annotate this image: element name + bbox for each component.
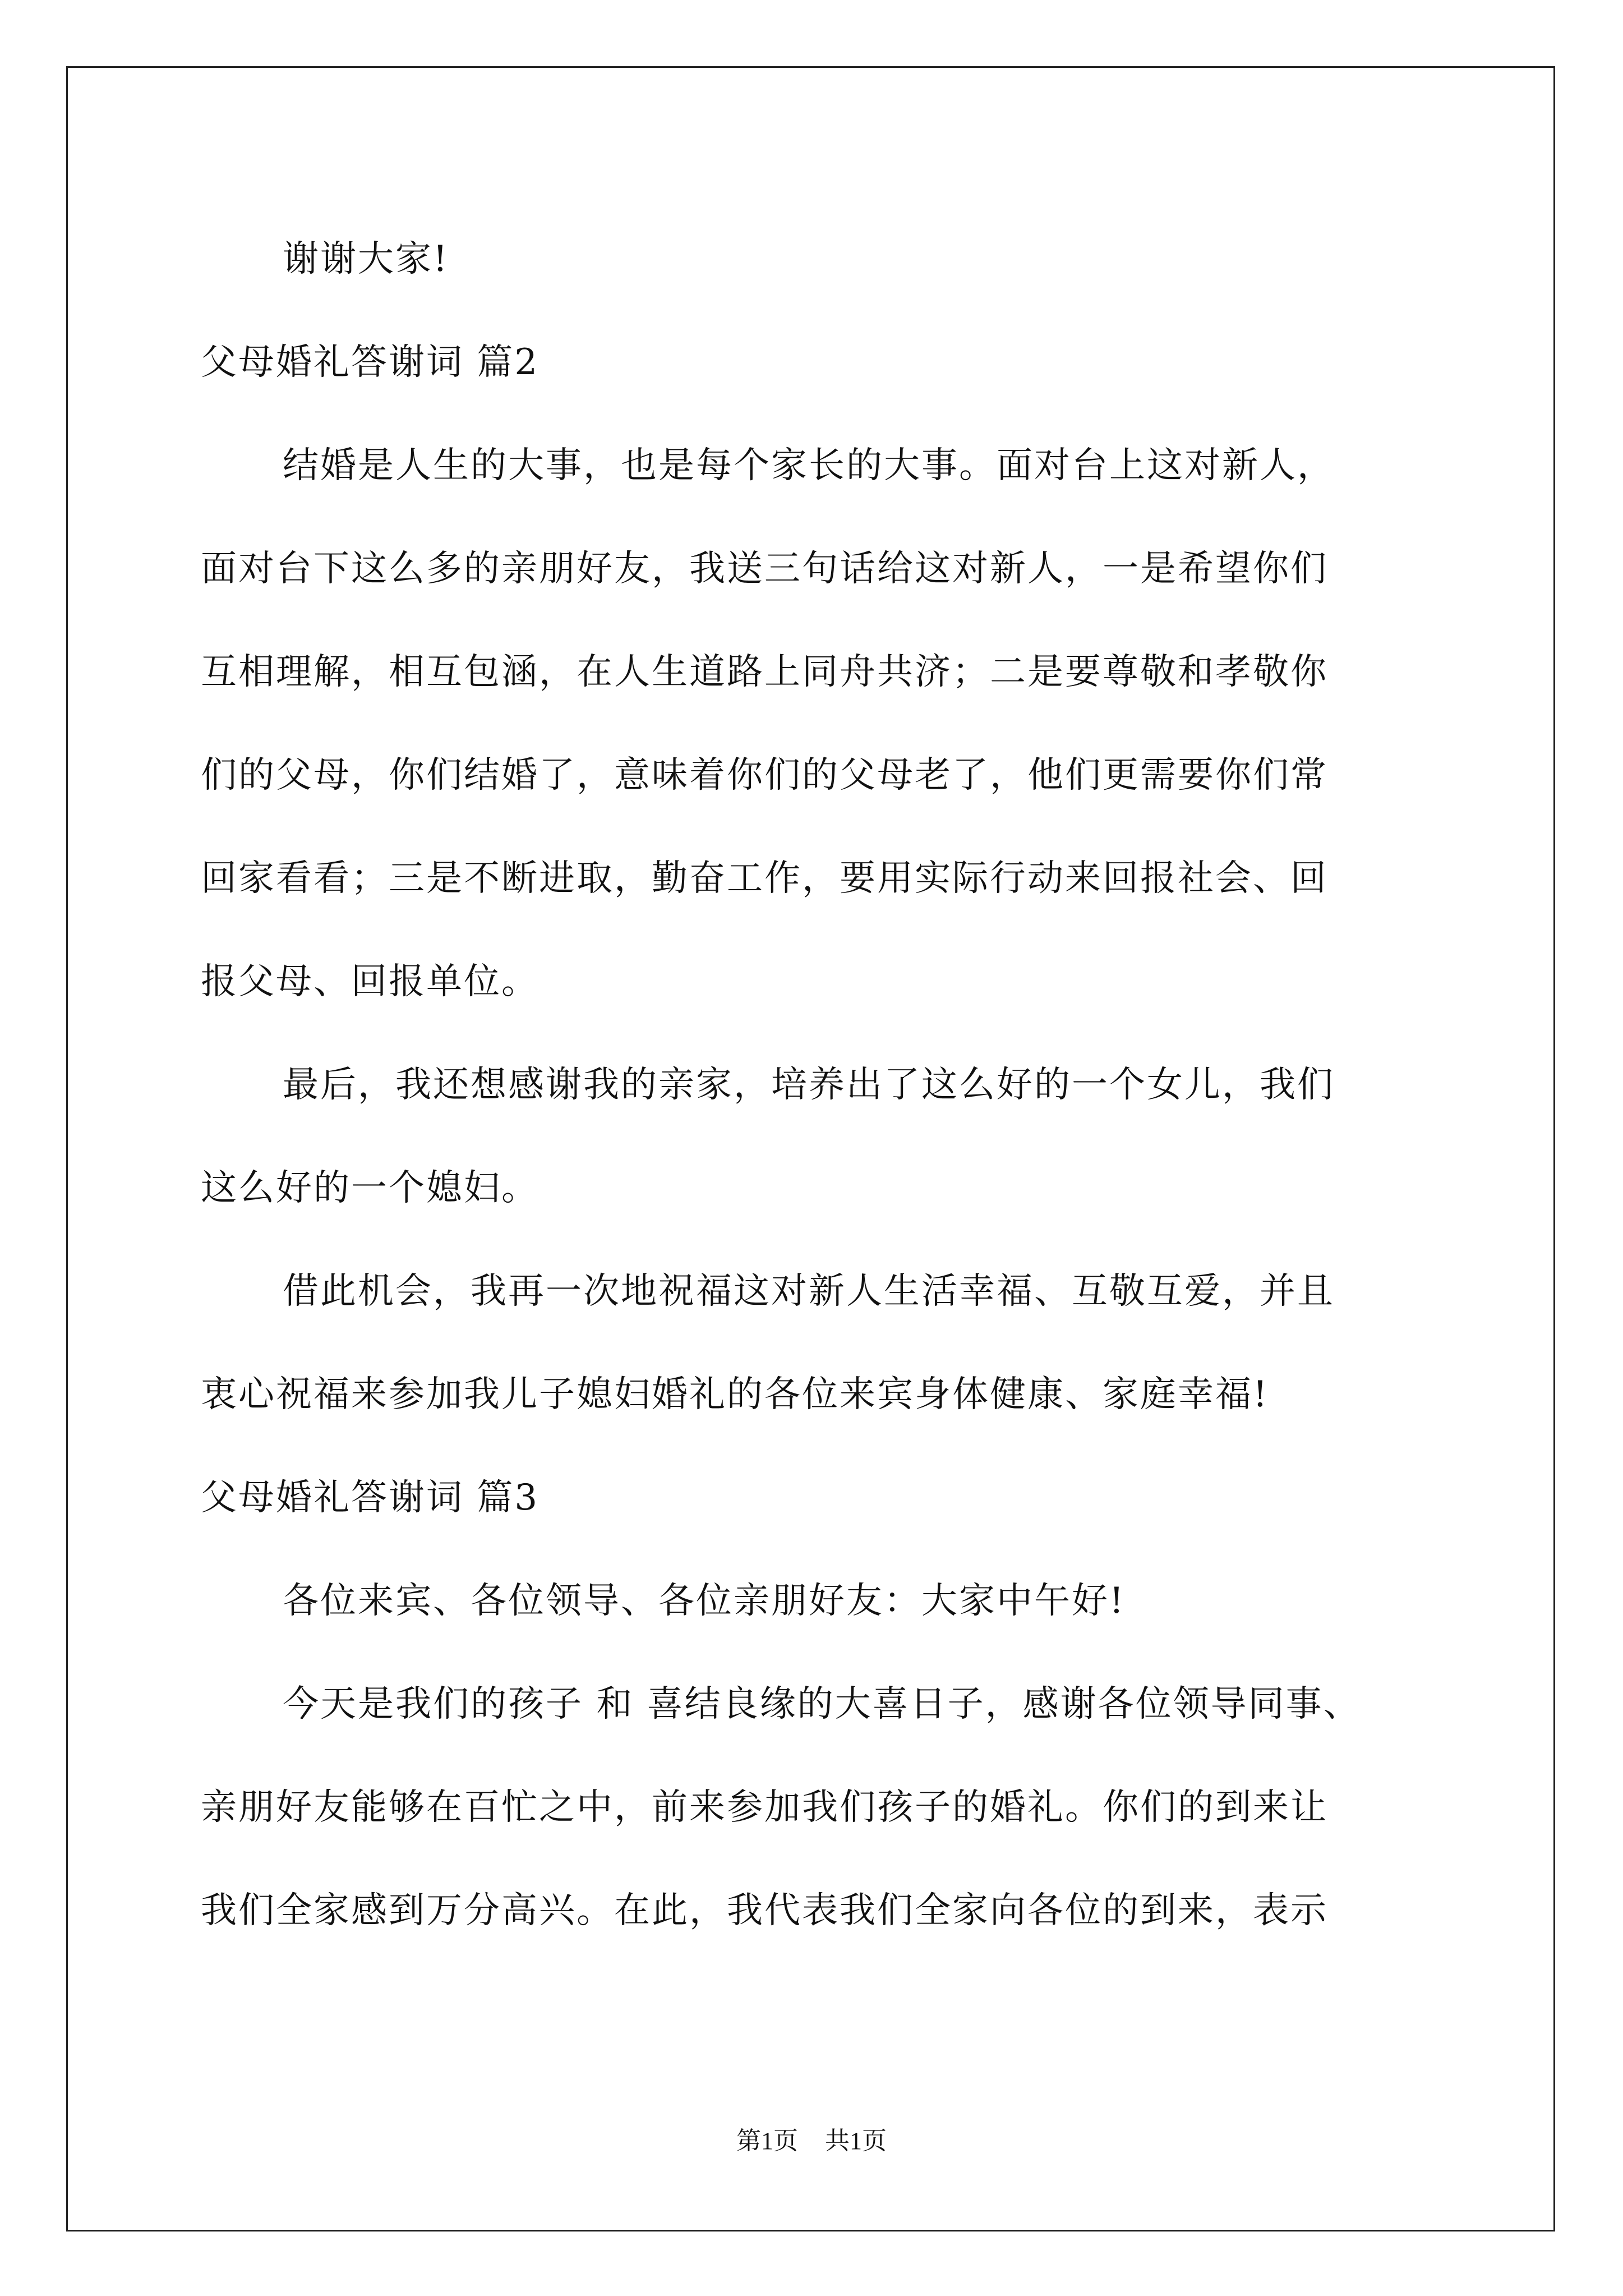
paragraph-line: 报父母、回报单位。: [201, 961, 539, 1002]
paragraph-line: 衷心祝福来参加我儿子媳妇婚礼的各位来宾身体健康、家庭幸福!: [201, 1374, 1269, 1415]
page-footer: [0, 2120, 1623, 2156]
paragraph-line: 各位来宾、各位领导、各位亲朋好友：大家中午好!: [283, 1580, 1126, 1622]
paragraph-line: 亲朋好友能够在百忙之中，前来参加我们孩子的婚礼。你们的到来让: [201, 1787, 1328, 1828]
section-heading: 父母婚礼答谢词 篇3: [201, 1477, 540, 1519]
paragraph-line: 最后，我还想感谢我的亲家，培养出了这么好的一个女儿，我们: [283, 1064, 1335, 1106]
page-number: 第1页: [736, 2127, 798, 2155]
paragraph-line: 面对台下这么多的亲朋好友，我送三句话给这对新人，一是希望你们: [201, 548, 1328, 590]
paragraph-line: 们的父母，你们结婚了，意味着你们的父母老了，他们更需要你们常: [201, 754, 1328, 796]
paragraph-line: 我们全家感到万分高兴。在此，我代表我们全家向各位的到来，表示: [201, 1890, 1328, 1931]
paragraph-line: 这么好的一个媳妇。: [201, 1167, 539, 1209]
document-body: [201, 208, 1435, 1962]
closing-line: 谢谢大家!: [283, 238, 449, 280]
paragraph-line: 借此机会，我再一次地祝福这对新人生活幸福、互敬互爱，并且: [283, 1271, 1335, 1312]
paragraph-line: 结婚是人生的大事，也是每个家长的大事。面对台上这对新人，: [283, 445, 1335, 486]
page-total: 共1页: [825, 2127, 887, 2155]
paragraph-line: 今天是我们的孩子 和 喜结良缘的大喜日子，感谢各位领导同事、: [283, 1683, 1361, 1725]
paragraph-line: 回家看看；三是不断进取，勤奋工作，要用实际行动来回报社会、回: [201, 858, 1328, 899]
section-heading: 父母婚礼答谢词 篇2: [201, 342, 540, 383]
paragraph-line: 互相理解，相互包涵，在人生道路上同舟共济；二是要尊敬和孝敬你: [201, 651, 1328, 693]
